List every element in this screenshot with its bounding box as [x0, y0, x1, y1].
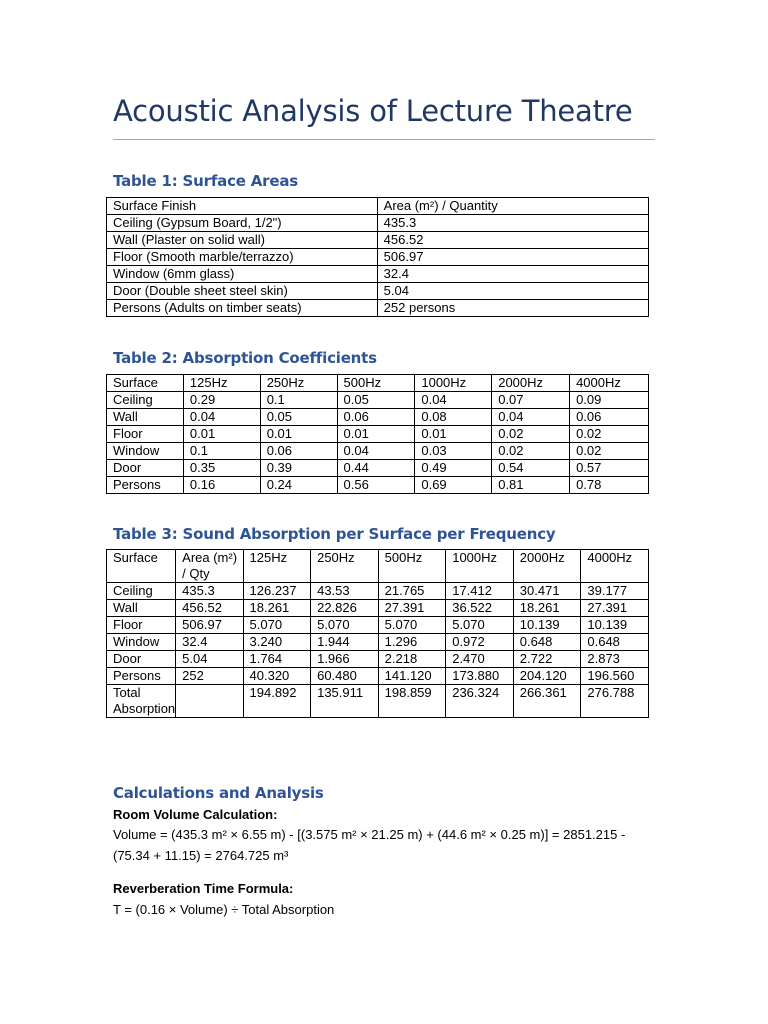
absorption-coefficients-header-cell: 250Hz: [260, 375, 337, 392]
absorption-coefficients-cell: 0.06: [570, 409, 649, 426]
absorption-coefficients-cell: 0.02: [570, 426, 649, 443]
sound-absorption-cell: 194.892: [243, 685, 311, 718]
sound-absorption-cell: 39.177: [581, 583, 649, 600]
absorption-coefficients-cell: 0.04: [492, 409, 570, 426]
surface-areas-cell: 506.97: [377, 249, 648, 266]
sound-absorption-cell: 22.826: [311, 600, 379, 617]
surface-areas-header-cell: Surface Finish: [107, 198, 378, 215]
sound-absorption-header-cell: Surface: [107, 550, 176, 583]
sound-absorption-header-cell: 4000Hz: [581, 550, 649, 583]
sound-absorption-header-cell: 500Hz: [378, 550, 446, 583]
absorption-coefficients-row: [107, 477, 649, 494]
absorption-coefficients-cell: 0.35: [183, 460, 260, 477]
absorption-coefficients-row: [107, 460, 649, 477]
reverberation-formula-label: Reverberation Time Formula:: [113, 881, 294, 896]
absorption-coefficients-cell: Window: [107, 443, 184, 460]
sound-absorption-cell: 1.296: [378, 634, 446, 651]
sound-absorption-row: [107, 583, 649, 600]
sound-absorption-cell: [176, 685, 243, 718]
sound-absorption-cell: 2.873: [581, 651, 649, 668]
surface-areas-cell: 456.52: [377, 232, 648, 249]
sound-absorption-cell: Floor: [107, 617, 176, 634]
surface-areas-cell: 32.4: [377, 266, 648, 283]
sound-absorption-cell: 30.471: [513, 583, 581, 600]
sound-absorption-cell: 266.361: [513, 685, 581, 718]
surface-areas-row: [107, 300, 649, 317]
absorption-coefficients-cell: 0.04: [183, 409, 260, 426]
absorption-coefficients-cell: Floor: [107, 426, 184, 443]
absorption-coefficients-cell: 0.05: [260, 409, 337, 426]
sound-absorption-table: [106, 549, 649, 718]
sound-absorption-row: [107, 617, 649, 634]
sound-absorption-cell: 32.4: [176, 634, 243, 651]
surface-areas-cell: 252 persons: [377, 300, 648, 317]
sound-absorption-cell: 27.391: [581, 600, 649, 617]
sound-absorption-cell: Persons: [107, 668, 176, 685]
sound-absorption-cell: 18.261: [513, 600, 581, 617]
surface-areas-row: [107, 232, 649, 249]
sound-absorption-cell: 1.966: [311, 651, 379, 668]
calculations-heading: Calculations and Analysis: [113, 784, 324, 802]
absorption-coefficients-cell: 0.01: [337, 426, 415, 443]
surface-areas-cell: Floor (Smooth marble/terrazzo): [107, 249, 378, 266]
absorption-coefficients-cell: Door: [107, 460, 184, 477]
absorption-coefficients-cell: 0.01: [183, 426, 260, 443]
reverberation-formula-text: T = (0.16 × Volume) ÷ Total Absorption: [113, 902, 335, 917]
absorption-coefficients-cell: 0.06: [260, 443, 337, 460]
sound-absorption-cell: 10.139: [513, 617, 581, 634]
sound-absorption-cell: 1.764: [243, 651, 311, 668]
sound-absorption-cell: 196.560: [581, 668, 649, 685]
surface-areas-body: [107, 198, 649, 317]
sound-absorption-cell: 0.972: [446, 634, 514, 651]
sound-absorption-cell: 1.944: [311, 634, 379, 651]
sound-absorption-header-row: [107, 550, 649, 583]
absorption-coefficients-cell: 0.1: [260, 392, 337, 409]
sound-absorption-cell: 236.324: [446, 685, 514, 718]
absorption-coefficients-cell: 0.78: [570, 477, 649, 494]
sound-absorption-cell: 173.880: [446, 668, 514, 685]
absorption-coefficients-cell: 0.02: [570, 443, 649, 460]
absorption-coefficients-cell: 0.81: [492, 477, 570, 494]
sound-absorption-cell: Total Absorption: [107, 685, 176, 718]
absorption-coefficients-cell: 0.44: [337, 460, 415, 477]
surface-areas-row: [107, 249, 649, 266]
absorption-coefficients-header-cell: 500Hz: [337, 375, 415, 392]
absorption-coefficients-row: [107, 392, 649, 409]
absorption-coefficients-cell: Ceiling: [107, 392, 184, 409]
absorption-coefficients-header-cell: 2000Hz: [492, 375, 570, 392]
absorption-coefficients-cell: 0.04: [415, 392, 492, 409]
absorption-coefficients-cell: 0.06: [337, 409, 415, 426]
sound-absorption-cell: 5.070: [378, 617, 446, 634]
sound-absorption-cell: 141.120: [378, 668, 446, 685]
sound-absorption-row: [107, 668, 649, 685]
sound-absorption-cell: 10.139: [581, 617, 649, 634]
surface-areas-cell: Ceiling (Gypsum Board, 1/2"): [107, 215, 378, 232]
sound-absorption-cell: 5.04: [176, 651, 243, 668]
absorption-coefficients-header-row: [107, 375, 649, 392]
sound-absorption-header-cell: 250Hz: [311, 550, 379, 583]
absorption-coefficients-cell: 0.39: [260, 460, 337, 477]
absorption-coefficients-cell: 0.02: [492, 426, 570, 443]
sound-absorption-cell: 21.765: [378, 583, 446, 600]
absorption-coefficients-cell: 0.04: [337, 443, 415, 460]
absorption-coefficients-cell: 0.57: [570, 460, 649, 477]
sound-absorption-header-cell: 2000Hz: [513, 550, 581, 583]
sound-absorption-header-cell: 1000Hz: [446, 550, 514, 583]
sound-absorption-header-cell: 125Hz: [243, 550, 311, 583]
room-volume-text: Volume = (435.3 m² × 6.55 m) - [(3.575 m² × 21.25 m) + (44.6 m² × 0.25 m)] = 2851.215 - (75.34 + 11.15) = 2764.725 m³: [113, 827, 626, 863]
absorption-coefficients-row: [107, 409, 649, 426]
sound-absorption-cell: 0.648: [581, 634, 649, 651]
absorption-coefficients-cell: 0.56: [337, 477, 415, 494]
sound-absorption-cell: 126.237: [243, 583, 311, 600]
absorption-coefficients-cell: 0.29: [183, 392, 260, 409]
absorption-coefficients-cell: 0.69: [415, 477, 492, 494]
sound-absorption-cell: 36.522: [446, 600, 514, 617]
surface-areas-cell: 5.04: [377, 283, 648, 300]
sound-absorption-cell: Ceiling: [107, 583, 176, 600]
absorption-coefficients-cell: 0.49: [415, 460, 492, 477]
absorption-coefficients-cell: 0.02: [492, 443, 570, 460]
sound-absorption-header-cell: Area (m²) / Qty: [176, 550, 243, 583]
absorption-coefficients-header-cell: 125Hz: [183, 375, 260, 392]
sound-absorption-cell: 27.391: [378, 600, 446, 617]
sound-absorption-cell: 204.120: [513, 668, 581, 685]
sound-absorption-cell: 5.070: [311, 617, 379, 634]
absorption-coefficients-cell: 0.07: [492, 392, 570, 409]
surface-areas-cell: Door (Double sheet steel skin): [107, 283, 378, 300]
sound-absorption-cell: 506.97: [176, 617, 243, 634]
sound-absorption-cell: 60.480: [311, 668, 379, 685]
sound-absorption-row: [107, 651, 649, 668]
absorption-coefficients-row: [107, 443, 649, 460]
sound-absorption-cell: 5.070: [446, 617, 514, 634]
sound-absorption-cell: 18.261: [243, 600, 311, 617]
surface-areas-cell: Wall (Plaster on solid wall): [107, 232, 378, 249]
absorption-coefficients-body: [107, 375, 649, 494]
sound-absorption-row: [107, 600, 649, 617]
sound-absorption-cell: 2.218: [378, 651, 446, 668]
table3-heading: Table 3: Sound Absorption per Surface per Frequency: [113, 525, 556, 543]
absorption-coefficients-cell: 0.05: [337, 392, 415, 409]
sound-absorption-cell: Window: [107, 634, 176, 651]
room-volume-label: Room Volume Calculation:: [113, 807, 278, 822]
sound-absorption-cell: 5.070: [243, 617, 311, 634]
sound-absorption-row: [107, 685, 649, 718]
surface-areas-cell: 435.3: [377, 215, 648, 232]
sound-absorption-cell: 135.911: [311, 685, 379, 718]
absorption-coefficients-row: [107, 426, 649, 443]
document-title: Acoustic Analysis of Lecture Theatre: [113, 94, 633, 128]
absorption-coefficients-cell: 0.1: [183, 443, 260, 460]
title-divider: [113, 139, 655, 140]
absorption-coefficients-cell: Wall: [107, 409, 184, 426]
surface-areas-row: [107, 215, 649, 232]
surface-areas-header-cell: Area (m²) / Quantity: [377, 198, 648, 215]
surface-areas-cell: Persons (Adults on timber seats): [107, 300, 378, 317]
sound-absorption-body: [107, 550, 649, 718]
absorption-coefficients-cell: 0.16: [183, 477, 260, 494]
sound-absorption-cell: 0.648: [513, 634, 581, 651]
absorption-coefficients-cell: 0.01: [260, 426, 337, 443]
surface-areas-row: [107, 266, 649, 283]
table2-heading: Table 2: Absorption Coefficients: [113, 349, 377, 367]
sound-absorption-cell: 456.52: [176, 600, 243, 617]
sound-absorption-cell: 198.859: [378, 685, 446, 718]
absorption-coefficients-cell: 0.09: [570, 392, 649, 409]
table1-heading: Table 1: Surface Areas: [113, 172, 298, 190]
absorption-coefficients-cell: Persons: [107, 477, 184, 494]
absorption-coefficients-header-cell: 4000Hz: [570, 375, 649, 392]
sound-absorption-cell: 435.3: [176, 583, 243, 600]
sound-absorption-cell: Door: [107, 651, 176, 668]
surface-areas-header-row: [107, 198, 649, 215]
sound-absorption-cell: 40.320: [243, 668, 311, 685]
absorption-coefficients-cell: 0.01: [415, 426, 492, 443]
absorption-coefficients-cell: 0.03: [415, 443, 492, 460]
sound-absorption-cell: 43.53: [311, 583, 379, 600]
surface-areas-row: [107, 283, 649, 300]
sound-absorption-row: [107, 634, 649, 651]
absorption-coefficients-header-cell: 1000Hz: [415, 375, 492, 392]
sound-absorption-cell: 2.470: [446, 651, 514, 668]
sound-absorption-cell: 3.240: [243, 634, 311, 651]
absorption-coefficients-cell: 0.24: [260, 477, 337, 494]
absorption-coefficients-cell: 0.08: [415, 409, 492, 426]
absorption-coefficients-cell: 0.54: [492, 460, 570, 477]
absorption-coefficients-header-cell: Surface: [107, 375, 184, 392]
sound-absorption-cell: 276.788: [581, 685, 649, 718]
sound-absorption-cell: 2.722: [513, 651, 581, 668]
absorption-coefficients-table: [106, 374, 649, 494]
sound-absorption-cell: 252: [176, 668, 243, 685]
sound-absorption-cell: Wall: [107, 600, 176, 617]
sound-absorption-cell: 17.412: [446, 583, 514, 600]
surface-areas-table: [106, 197, 649, 317]
surface-areas-cell: Window (6mm glass): [107, 266, 378, 283]
